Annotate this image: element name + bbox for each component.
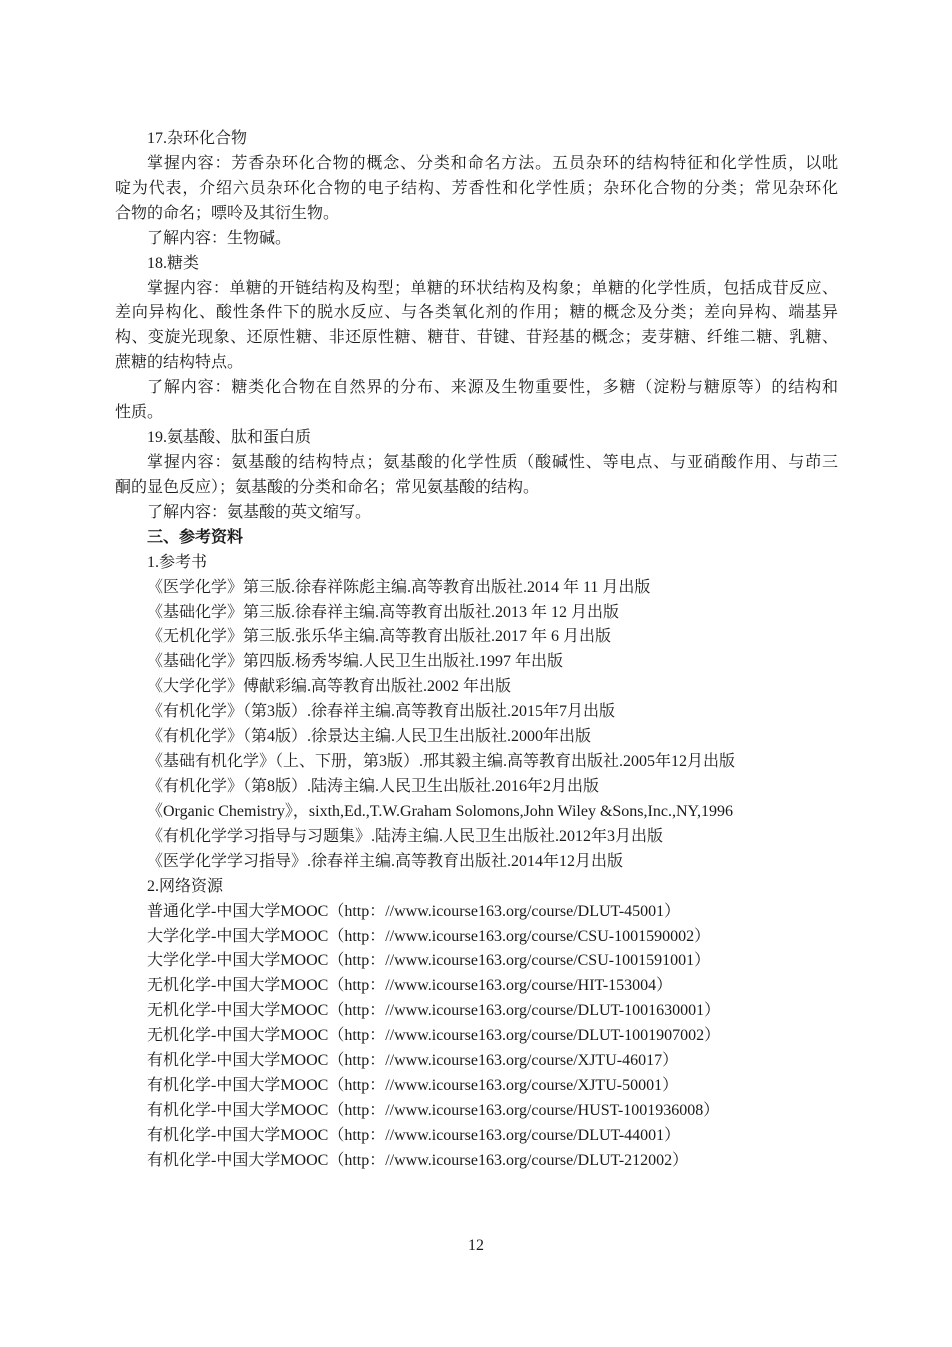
web-resource-item: 无机化学-中国大学MOOC（http：//www.icourse163.org/course/DLUT-1001907002） [147,1027,721,1045]
paragraph-line: 掌握内容：单糖的开链结构及构型；单糖的环状结构及构象；单糖的化学性质，包括成苷反应、 [147,279,838,297]
section-heading: 17.杂环化合物 [147,130,248,147]
web-resource-item: 普通化学-中国大学MOOC（http：//www.icourse163.org/course/DLUT-45001） [147,902,681,920]
paragraph-line: 啶为代表，介绍六员杂环化合物的电子结构、芳香性和化学性质；杂环化合物的分类；常见杂环化 [115,179,838,197]
paragraph-line: 了解内容：生物碱。 [147,229,292,247]
references-heading: 三、参考资料 [147,528,244,546]
paragraph-line: 构、变旋光现象、还原性糖、非还原性糖、糖苷、苷键、苷羟基的概念；麦芽糖、纤维二糖、乳糖、 [115,329,838,347]
section-heading: 18.糖类 [147,254,200,272]
web-resource-item: 无机化学-中国大学MOOC（http：//www.icourse163.org/course/DLUT-1001630001） [147,1002,721,1020]
books-heading: 1.参考书 [147,553,208,571]
paragraph-line: 合物的命名；嘌呤及其衍生物。 [115,204,340,222]
section-heading: 19.氨基酸、肽和蛋白质 [147,429,312,447]
reference-item: 《基础有机化学》（上、下册，第3版）.邢其毅主编.高等教育出版社.2005年12月出版 [147,753,736,771]
paragraph-line: 掌握内容：氨基酸的结构特点；氨基酸的化学性质（酸碱性、等电点、与亚硝酸作用、与茚三 [147,453,838,471]
web-resource-item: 有机化学-中国大学MOOC（http：//www.icourse163.org/course/XJTU-46017） [147,1052,679,1070]
web-resource-item: 有机化学-中国大学MOOC（http：//www.icourse163.org/course/DLUT-212002） [147,1151,689,1169]
paragraph-line: 掌握内容：芳香杂环化合物的概念、分类和命名方法。五员杂环的结构特征和化学性质，以吡 [147,154,838,172]
web-resource-item: 大学化学-中国大学MOOC（http：//www.icourse163.org/course/CSU-1001590002） [147,927,711,945]
web-resource-item: 有机化学-中国大学MOOC（http：//www.icourse163.org/course/DLUT-44001） [147,1126,681,1144]
reference-item: 《Organic Chemistry》，sixth,Ed.,T.W.Graham Solomons,John Wiley &Sons,Inc.,NY,1996 [147,802,734,820]
reference-item: 《有机化学》（第4版）.徐景达主编.人民卫生出版社.2000年出版 [147,728,592,746]
paragraph-line: 性质。 [115,404,164,422]
paragraph-line: 差向异构化、酸性条件下的脱水反应、与各类氧化剂的作用；糖的概念及分类；差向异构、端基异 [115,304,838,322]
paragraph-line: 酮的显色反应）；氨基酸的分类和命名；常见氨基酸的结构。 [115,478,540,496]
web-resource-item: 无机化学-中国大学MOOC（http：//www.icourse163.org/course/HIT-153004） [147,977,673,995]
page-number: 12 [468,1237,484,1254]
reference-item: 《医学化学》第三版.徐春祥陈彪主编.高等教育出版社.2014 年 11 月出版 [147,578,651,596]
reference-item: 《无机化学》第三版.张乐华主编.高等教育出版社.2017 年 6 月出版 [147,628,612,646]
reference-item: 《基础化学》第三版.徐春祥主编.高等教育出版社.2013 年 12 月出版 [147,603,620,621]
document-body [115,127,838,1174]
reference-item: 《有机化学》（第3版）.徐春祥主编.高等教育出版社.2015年7月出版 [147,703,616,721]
web-resource-item: 大学化学-中国大学MOOC（http：//www.icourse163.org/course/CSU-1001591001） [147,952,711,970]
paragraph-line: 了解内容：糖类化合物在自然界的分布、来源及生物重要性，多糖（淀粉与糖原等）的结构和 [147,379,838,397]
paragraph-line: 了解内容：氨基酸的英文缩写。 [147,503,372,521]
web-resource-item: 有机化学-中国大学MOOC（http：//www.icourse163.org/course/HUST-1001936008） [147,1101,720,1119]
reference-item: 《大学化学》傅献彩编.高等教育出版社.2002 年出版 [147,678,512,696]
web-resource-item: 有机化学-中国大学MOOC（http：//www.icourse163.org/course/XJTU-50001） [147,1077,679,1095]
reference-item: 《有机化学学习指导与习题集》.陆涛主编.人民卫生出版社.2012年3月出版 [147,827,664,845]
paragraph-line: 蔗糖的结构特点。 [115,354,244,372]
web-resources-heading: 2.网络资源 [147,877,224,895]
reference-item: 《医学化学学习指导》.徐春祥主编.高等教育出版社.2014年12月出版 [147,852,624,870]
reference-item: 《基础化学》第四版.杨秀岑编.人民卫生出版社.1997 年出版 [147,653,564,671]
reference-item: 《有机化学》（第8版）.陆涛主编.人民卫生出版社.2016年2月出版 [147,777,600,795]
